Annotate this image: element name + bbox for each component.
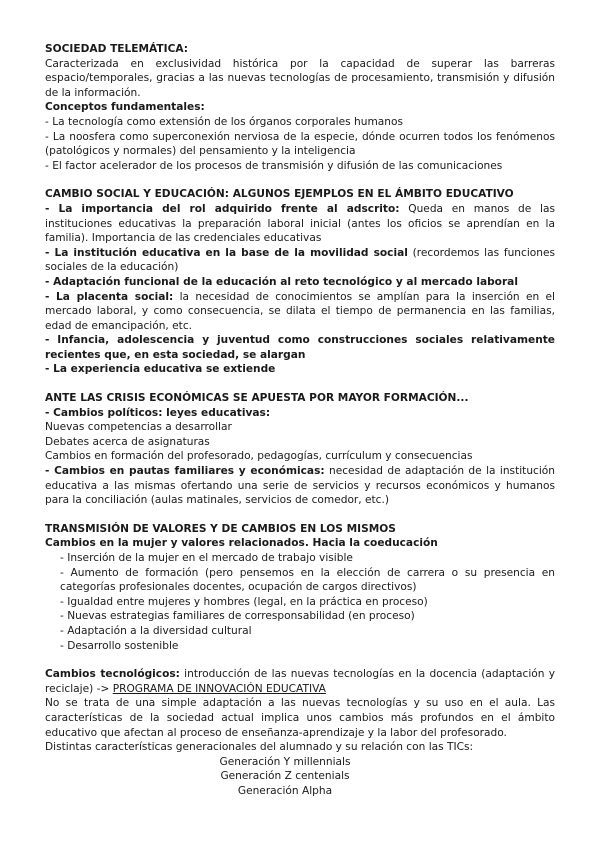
paragraph [45, 290, 555, 334]
list-item: - Aumento de formación (pero pensemos en la elección de carrera o su presencia en categorías profesionales docentes, ocupación de cargos directivos) [60, 566, 555, 594]
line: Nuevas competencias a desarrollar [45, 421, 232, 434]
text: (recordemos las funciones sociales de la educación) [45, 246, 555, 274]
bold-lead: - La placenta social: [45, 290, 174, 303]
indented-list [45, 551, 555, 653]
paragraph: - La experiencia educativa se extiende [45, 363, 276, 376]
subheading: Cambios en la mujer y valores relacionados. Hacia la coeducación [45, 537, 438, 550]
text: introducción de las nuevas tecnologías en la docencia (adaptación y reciclaje) -> [45, 668, 555, 695]
list-item: - La tecnología como extensión de los órganos corporales humanos [45, 115, 403, 128]
paragraph [45, 246, 555, 275]
generation-item: Generación Z centenials [220, 770, 350, 783]
paragraph: No se trata de una simple adaptación a las nuevas tecnologías y su uso en el aula. Las características de la sociedad actual implica unos cambios más profundos en el ámbito educativo que afectan al proceso de enseñanza-aprendizaje y la labor del profesorado. [45, 697, 555, 739]
section-title-sociedad-telematica: SOCIEDAD TELEMÁTICA: [45, 43, 189, 55]
bold-lead: Cambios tecnológicos: [45, 668, 180, 681]
text: la necesidad de conocimientos se amplían para la inserción en el mercado laboral, y como consecuencia, se dilata el tiempo de permanencia en las familias, edad de emancipación, etc. [45, 290, 555, 332]
subheading: - Cambios políticos: leyes educativas: [45, 406, 271, 419]
generation-item: Generación Alpha [237, 784, 333, 797]
list-item: - El factor acelerador de los procesos de transmisión y difusión de las comunicaciones [45, 159, 503, 172]
text: Queda en manos de las instituciones educativas la preparación laboral inicial (antes los oficios se aprendían en la familia). Importancia de las credenciales educativas [45, 202, 555, 245]
text: necesidad de adaptación de la institución educativa a las mismas ofertando una serie de servicios y recursos económicos y humanos para la conciliación (aulas matinales, servicios de comedor, etc.) [45, 465, 555, 507]
section-title-valores: TRANSMISIÓN DE VALORES Y DE CAMBIOS EN LOS MISMOS [45, 522, 396, 535]
paragraph: Caracterizada en exclusividad histórica por la capacidad de superar las barreras espacio/temporales, gracias a las nuevas tecnologías de procesamiento, transmisión y difusión de la información. [45, 57, 555, 99]
list-item: - Adaptación a la diversidad cultural [60, 624, 252, 637]
line: Cambios en formación del profesorado, pedagogías, currículum y consecuencias [45, 450, 473, 463]
list-item: - La noosfera como superconexión nerviosa de la especie, dónde ocurren todos los fenómenos (patológicos y normales) del pensamiento y la inteligencia [45, 130, 555, 158]
document-page [45, 42, 555, 799]
bold-lead: - La importancia del rol adquirido frente al adscrito: [45, 202, 400, 215]
bold-lead: - Cambios en pautas familiares y económicas: [45, 465, 325, 478]
paragraph: - Adaptación funcional de la educación al reto tecnológico y al mercado laboral [45, 275, 518, 288]
list-item: - Igualdad entre mujeres y hombres (legal, en la práctica en proceso) [60, 595, 428, 608]
line: Debates acerca de asignaturas [45, 435, 210, 448]
section-title-crisis: ANTE LAS CRISIS ECONÓMICAS SE APUESTA POR MAYOR FORMACIÓN... [45, 392, 469, 405]
line: Distintas características generacionales del alumnado y su relación con las TICs: [45, 741, 474, 754]
list-item: - Inserción de la mujer en el mercado de trabajo visible [60, 552, 353, 564]
subheading: Conceptos fundamentales: [45, 101, 205, 114]
paragraph: - Infancia, adolescencia y juventud como construcciones sociales relativamente recientes que, en esta sociedad, se alargan [45, 334, 555, 361]
program-link[interactable]: PROGRAMA DE INNOVACIÓN EDUCATIVA [112, 682, 326, 695]
paragraph [45, 202, 555, 246]
section-title-cambio-social: CAMBIO SOCIAL Y EDUCACIÓN: ALGUNOS EJEMPLOS EN EL ÁMBITO EDUCATIVO [45, 188, 514, 201]
paragraph [45, 464, 555, 508]
bold-lead: - La institución educativa en la base de la movilidad social [45, 246, 408, 259]
list-item: - Desarrollo sostenible [60, 639, 179, 652]
list-item: - Nuevas estrategias familiares de corresponsabilidad (en proceso) [60, 610, 415, 623]
paragraph [45, 667, 555, 696]
generation-item: Generación Y millennials [219, 755, 351, 768]
